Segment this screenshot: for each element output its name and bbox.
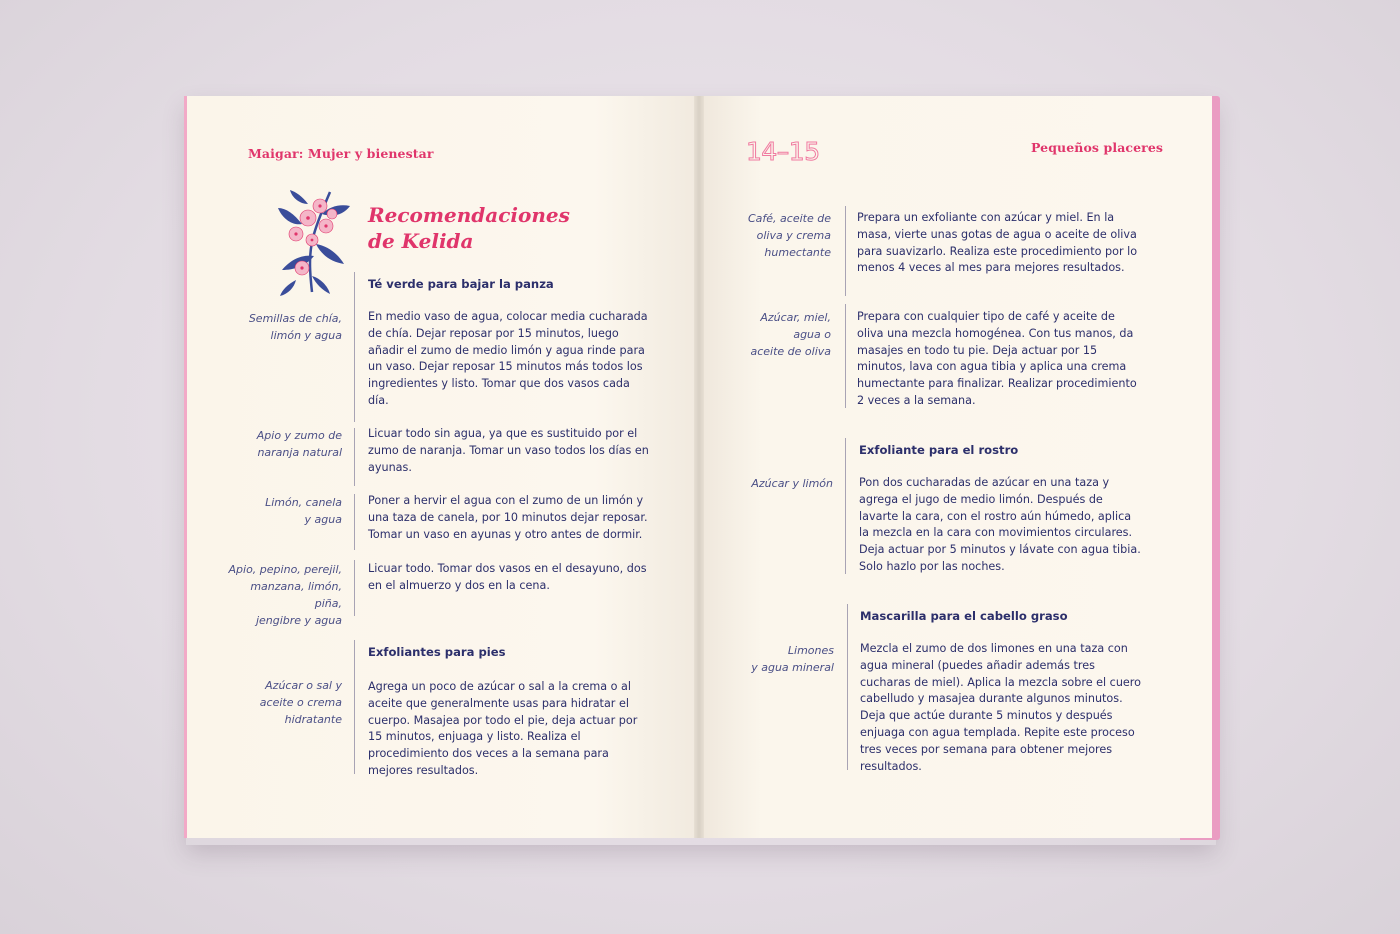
book-gutter — [694, 96, 704, 838]
recipe-text: Prepara un exfoliante con azúcar y miel. En la masa, vierte unas gotas de agua o aceite de oliva para suavizarlo. Realiza este procedimiento por lo menos 4 veces al mes para mejores resultados. — [857, 211, 1138, 275]
recipe-text: Poner a hervir el agua con el zumo de un limón y una taza de canela, por 10 minutos dejar reposar. Tomar un vaso en ayunas y otro antes de dormir. — [368, 494, 648, 541]
left-running-head: Maigar: Mujer y bienestar — [248, 146, 434, 161]
title-line-2: de Kelida — [368, 229, 474, 253]
recipe-text: Licuar todo sin agua, ya que es sustituido por el zumo de naranja. Tomar un vaso todos los días en ayunas. — [368, 427, 649, 474]
ingredients-label: Café, aceite de oliva y crema humectante — [748, 212, 831, 259]
divider-line — [354, 494, 355, 550]
section-heading: Mascarilla para el cabello graso — [860, 609, 1068, 623]
divider-line — [845, 206, 846, 296]
page-numbers: 14–15 — [746, 137, 820, 166]
ingredients-label: Apio y zumo de naranja natural — [256, 429, 342, 459]
ingredients-label: Azúcar, miel, agua o aceite de oliva — [750, 311, 831, 358]
recipe-text: Pon dos cucharadas de azúcar en una taza y agrega el jugo de medio limón. Después de lavarte la cara, con el rostro aún húmedo, aplica la mezcla en la cara con movimientos circulares. Deja actuar por 5 minutos y lávate con agua tibia. Solo hazlo por las noches. — [859, 476, 1141, 573]
recipe-text: Licuar todo. Tomar dos vasos en el desayuno, dos en el almuerzo y dos en la cena. — [368, 562, 647, 592]
ingredients-label: Semillas de chía, limón y agua — [248, 312, 342, 342]
divider-line — [354, 640, 355, 774]
ingredients-label: Azúcar y limón — [751, 477, 833, 490]
section-heading: Exfoliantes para pies — [368, 645, 506, 659]
divider-line — [845, 438, 846, 574]
divider-line — [354, 560, 355, 616]
divider-line — [354, 272, 355, 422]
recipe-text: En medio vaso de agua, colocar media cucharada de chía. Dejar reposar por 15 minutos, luego añadir el zumo de medio limón y agua rinde para un vaso. Dejar reposar 15 minutos más todos los ingredientes y listo. Tomar que dos vasos cada día. — [368, 310, 648, 407]
section-heading: Exfoliante para el rostro — [859, 443, 1019, 457]
section-heading: Té verde para bajar la panza — [368, 277, 554, 291]
divider-line — [845, 304, 846, 408]
ingredients-label: Apio, pepino, perejil, manzana, limón, piña, jengibre y agua — [228, 563, 342, 627]
recipe-text: Prepara con cualquier tipo de café y aceite de oliva una mezcla homogénea. Con tus manos, da masajes en todo tu pie. Deja actuar por 15 minutos, lava con agua tibia y aplica una crema humectante para finalizar. Realizar procedimiento 2 veces a la semana. — [857, 310, 1137, 407]
recipe-text: Mezcla el zumo de dos limones en una taza con agua mineral (puedes añadir además tres cucharas de miel). Aplica la mezcla sobre el cuero cabelludo y masajea durante algunos minutos. Deja que actúe durante 5 minutos y después enjuaga con agua templada. Repite este proceso tres veces por semana para obtener mejores resultados. — [860, 642, 1142, 773]
right-running-head: Pequeños placeres — [1031, 140, 1164, 155]
title-line-1: Recomendaciones — [368, 203, 570, 227]
ingredients-label: Limón, canela y agua — [265, 496, 342, 526]
divider-line — [354, 428, 355, 486]
ingredients-label: Limones y agua mineral — [751, 644, 834, 674]
left-section-title — [368, 202, 628, 254]
recipe-text: Agrega un poco de azúcar o sal a la crema o al aceite que generalmente usas para hidratar el cuerpo. Masajea por todo el pie, deja actuar por 15 minutos, enjuaga y listo. Realiza el procedimiento dos veces a la semana para mejores resultados. — [368, 680, 638, 777]
ingredients-label: Azúcar o sal y aceite o crema hidratante — [259, 679, 342, 726]
divider-line — [847, 604, 848, 770]
flower-illustration-icon — [272, 184, 354, 296]
